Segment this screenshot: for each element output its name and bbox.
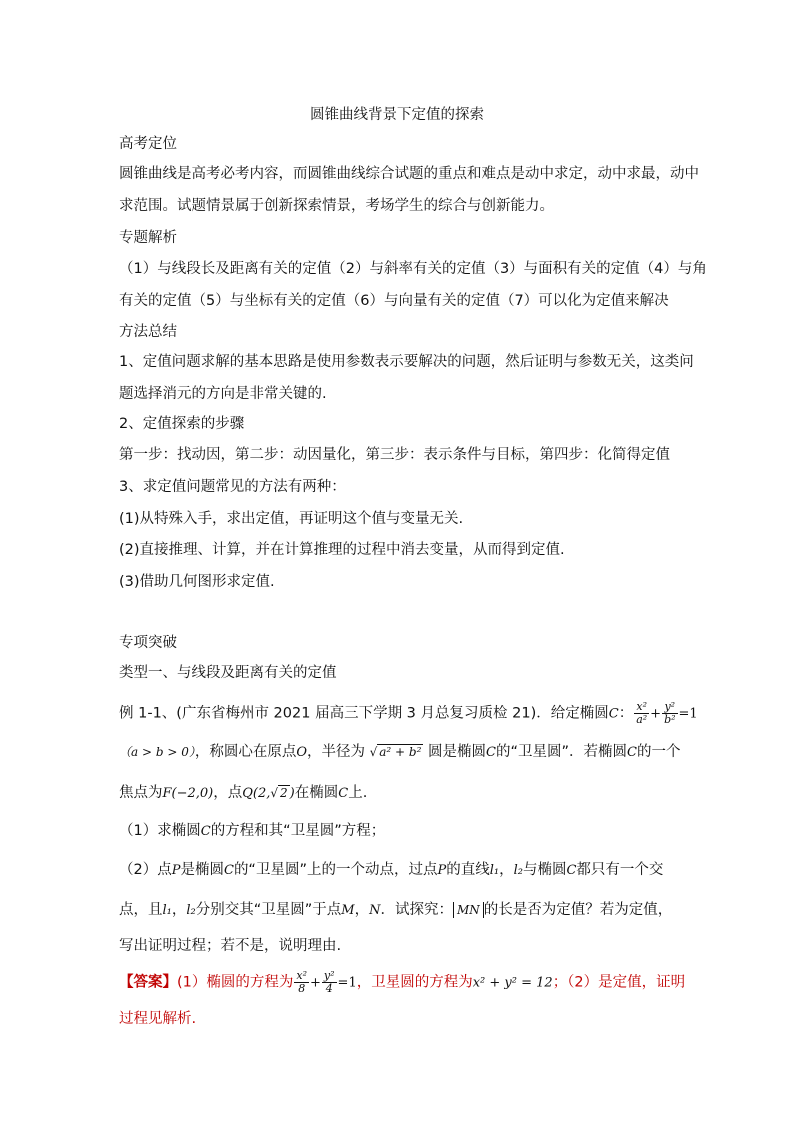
heading-zhuanti: 专题解析 xyxy=(119,230,177,246)
question-2-line-3: 写出证明过程；若不是，说明理由. xyxy=(119,938,342,954)
fraction-y2-b2: $\frac{\text{y²}}{\text{b²}}$ xyxy=(664,700,676,726)
answer-label: 【答案】 xyxy=(119,974,177,991)
paragraph-line: 2、定值探索的步骤 xyxy=(119,416,245,432)
paragraph-line: (2)直接推理、计算，并在计算推理的过程中消去变量，从而得到定值. xyxy=(119,542,565,558)
heading-zhuanxiang: 专项突破 xyxy=(119,635,177,651)
sqrt-radius: √ a² + b² xyxy=(369,745,422,759)
paragraph-line: 有关的定值（5）与坐标有关的定值（6）与向量有关的定值（7）可以化为定值来解决 xyxy=(119,293,669,309)
heading-fangfa: 方法总结 xyxy=(119,324,177,340)
paragraph-line: 3、求定值问题常见的方法有两种： xyxy=(119,479,346,495)
paragraph-line: （1）与线段长及距离有关的定值（2）与斜率有关的定值（3）与面积有关的定值（4）与角 xyxy=(119,261,707,277)
fraction-x2-a2: $\frac{\text{x²}}{\text{a²}}$ xyxy=(636,700,648,726)
paragraph-line: 求范围。试题情景属于创新探索情景，考场学生的综合与创新能力。 xyxy=(119,198,554,214)
type-heading: 类型一、与线段及距离有关的定值 xyxy=(119,665,337,681)
question-2-line-2: 点，且l₁，l₂分别交其“卫星圆”于点M，N．试探究： MN 的长是否为定值？若为定值， xyxy=(119,902,673,918)
question-1: （1）求椭圆C的方程和其“卫星圆”方程； xyxy=(119,823,386,839)
example-line-2: （a > b > 0），称圆心在原点O，半径为 √ a² + b² 圆是椭圆C的“卫星圆”．若椭圆C的一个 xyxy=(119,744,681,760)
question-2-line-1: （2）点P是椭圆C的“卫星圆”上的一个动点，过点P的直线l₁，l₂与椭圆C都只有一个交 xyxy=(119,862,664,878)
answer-line-1: 【答案】(1）椭圆的方程为 $\frac{\text{x²}}{8}$ + $\frac{\text{y²}}{4}$ =1，卫星圆的方程为x² + y² = 12；（2）是定值，证明 xyxy=(119,969,686,995)
paragraph-line: (3)借助几何图形求定值. xyxy=(119,574,275,590)
paragraph-line: 第一步：找动因，第二步：动因量化，第三步：表示条件与目标，第四步：化简得定值 xyxy=(119,447,670,463)
document-title: 圆锥曲线背景下定值的探索 xyxy=(310,107,484,123)
example-line-3: 焦点为F(−2,0)，点Q(2,√ 2 )在椭圆C上. xyxy=(119,785,368,801)
paragraph-line: 1、定值问题求解的基本思路是使用参数表示要解决的问题，然后证明与参数无关，这类问 xyxy=(119,354,694,370)
paragraph-line: 题选择消元的方向是非常关键的. xyxy=(119,386,327,402)
abs-mn: MN xyxy=(453,902,484,918)
answer-line-2: 过程见解析. xyxy=(119,1011,197,1027)
paragraph-line: (1)从特殊入手，求出定值，再证明这个值与变量无关. xyxy=(119,511,464,527)
heading-gaokao: 高考定位 xyxy=(119,136,177,152)
paragraph-line: 圆锥曲线是高考必考内容，而圆锥曲线综合试题的重点和难点是动中求定，动中求最，动中 xyxy=(119,166,699,182)
example-line-1: 例 1-1、(广东省梅州市 2021 届高三下学期 3 月总复习质检 21)．给定椭圆C： $\frac{\text{x²}}{\text{a²}}$ + $\frac{\text{y²}}{\text{b²}}$ =1 xyxy=(119,700,698,726)
